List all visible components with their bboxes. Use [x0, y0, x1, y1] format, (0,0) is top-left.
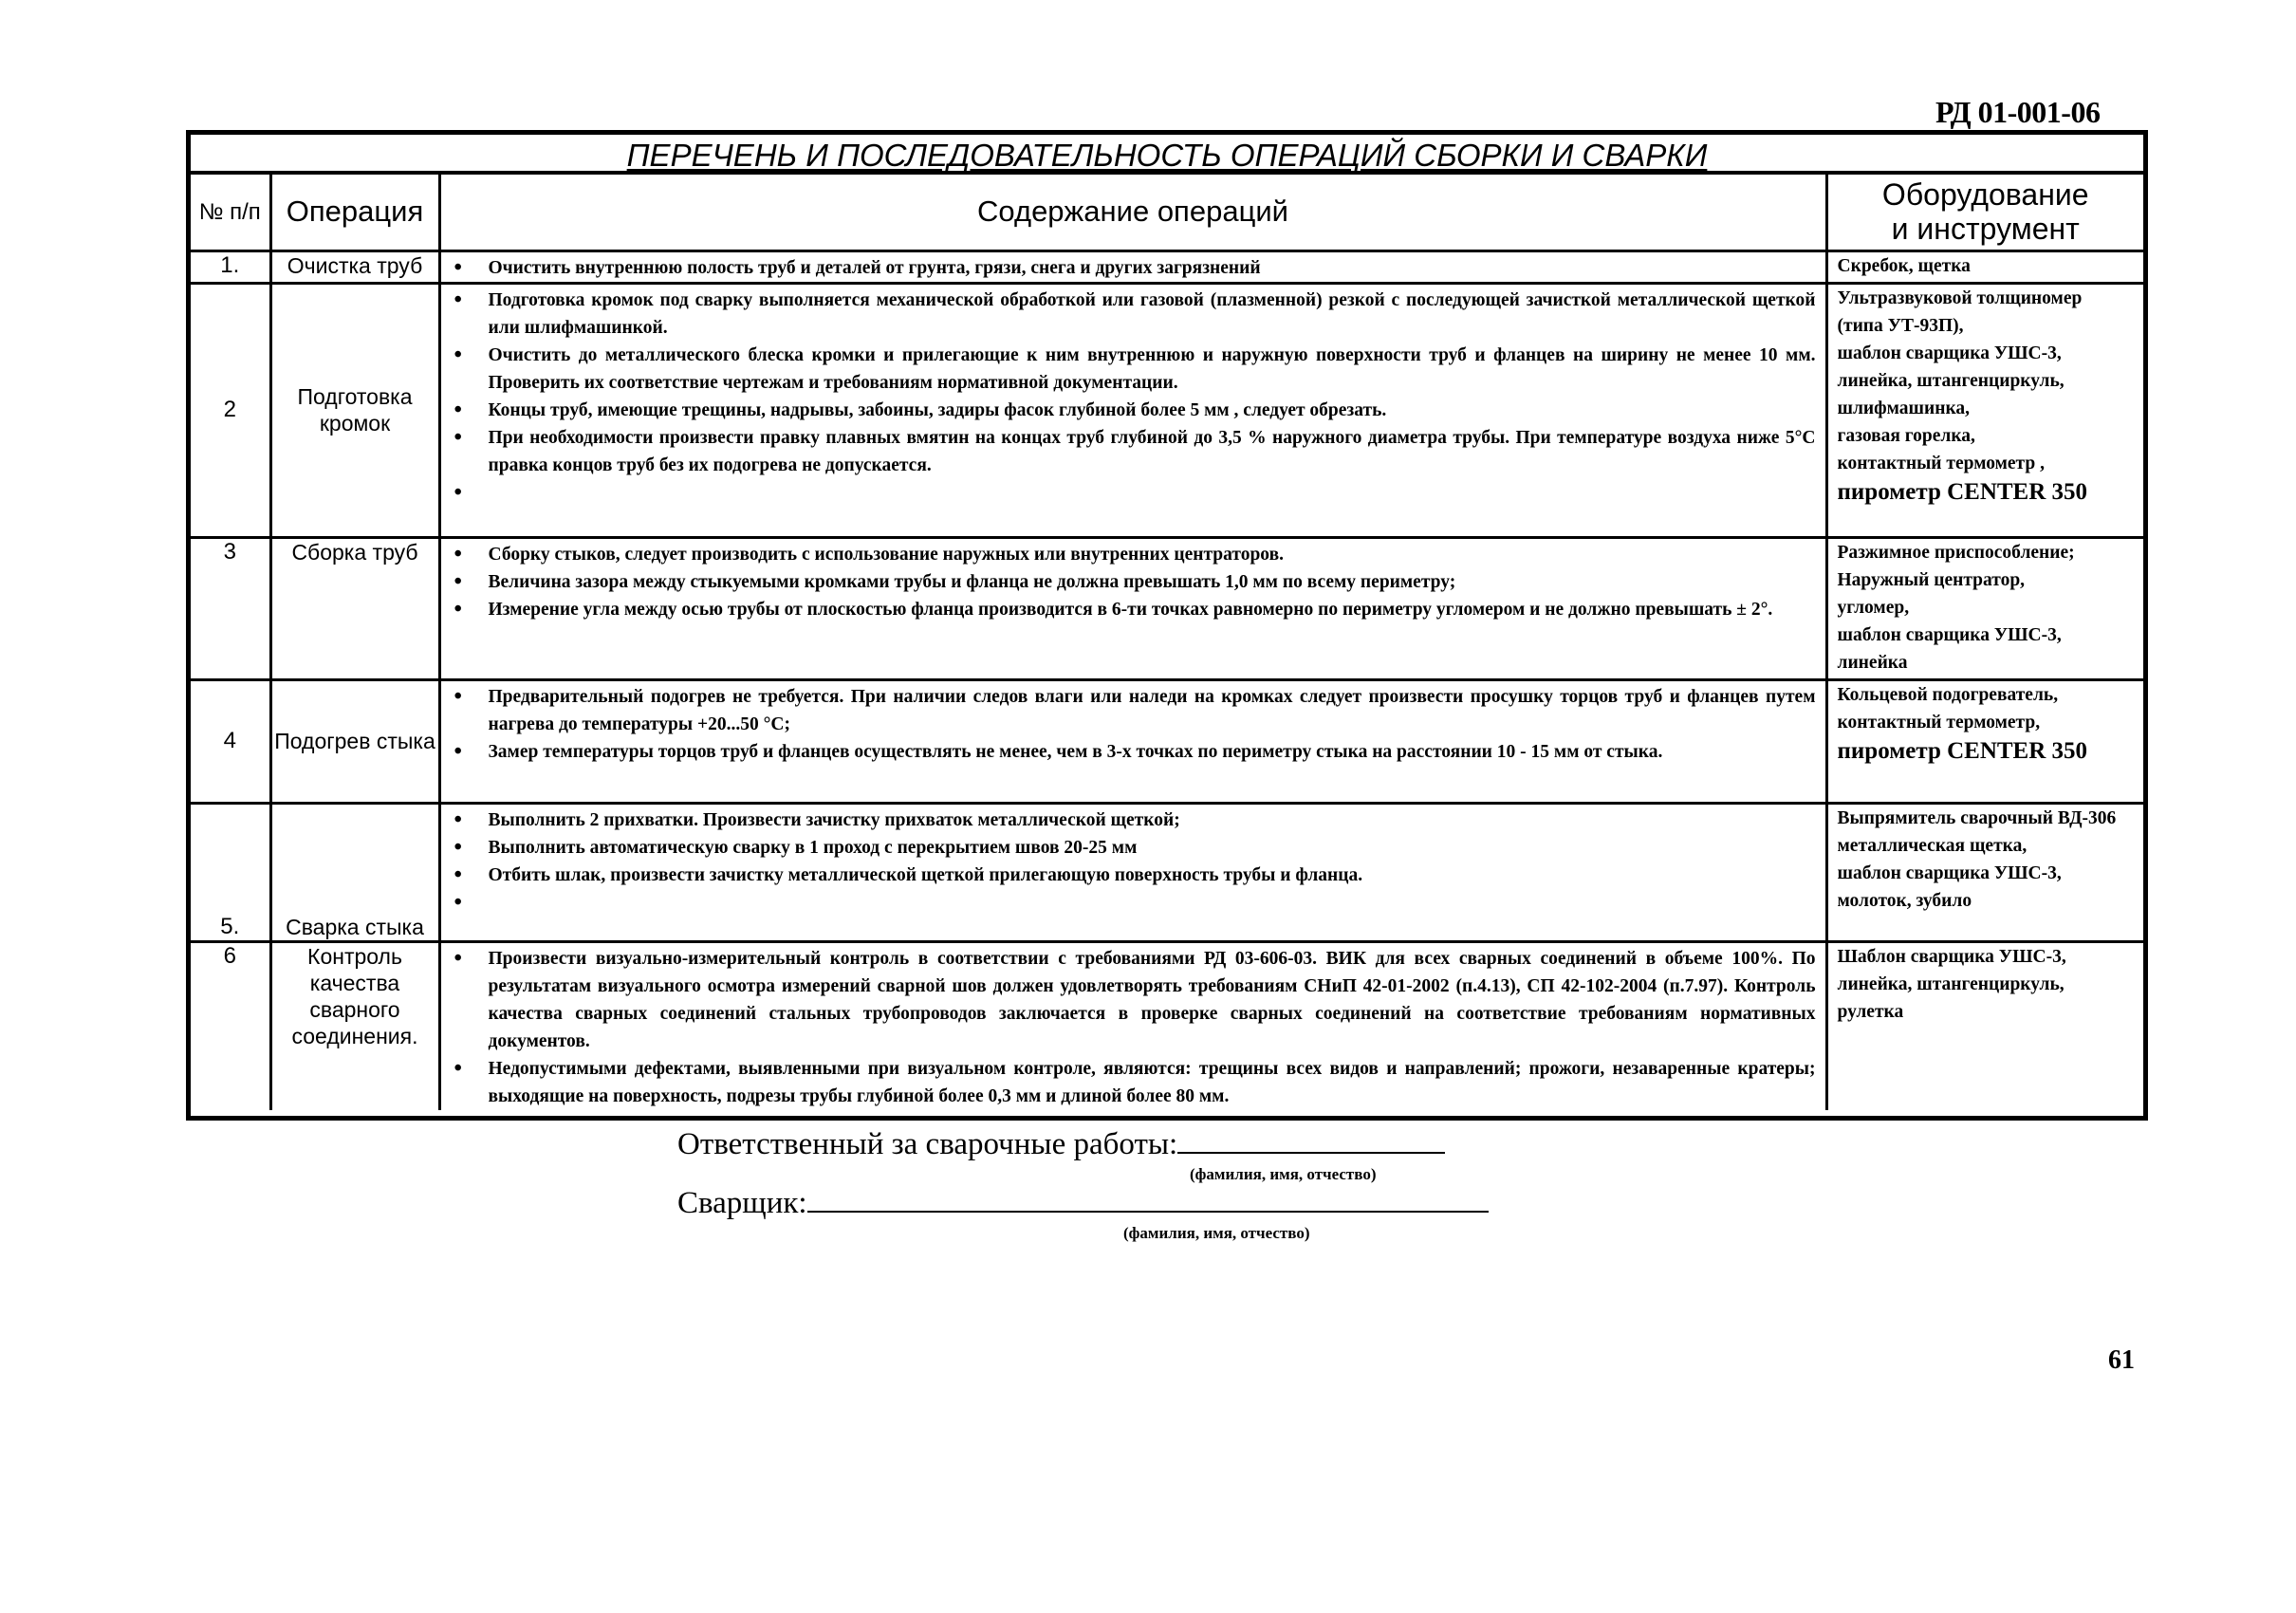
- content-item: • Произвести визуально-измерительный контроль в соответствии с требованиями РД 03-606-03. ВИК для всех сварных соединений в объеме 100%. По результатам визуального осмотра измерений сварной шов должен удовлетворять требованиям СНиП 42-01-2002 (п.4.13), СП 42-102-2004 (п.7.97). Контроль качества сварных соединений стальных трубопроводов заключается в проверке сварных соединений на соответствие требованиям нормативных документов.: [489, 945, 1816, 1055]
- table-header-row: [191, 175, 2143, 250]
- row-equipment: [1826, 250, 2143, 283]
- responsible-signature: [677, 1127, 1445, 1162]
- row-equipment: [1826, 941, 2143, 1110]
- welder-signature-line[interactable]: [807, 1211, 1489, 1213]
- document-title: ПЕРЕЧЕНЬ И ПОСЛЕДОВАТЕЛЬНОСТЬ ОПЕРАЦИЙ СБОРКИ И СВАРКИ: [191, 135, 2143, 175]
- content-item: • Замер температуры торцов труб и фланцев осуществлять не менее, чем в 3-х точках по периметру стыка на расстоянии 10 - 15 мм от стыка.: [489, 738, 1816, 766]
- column-header-number: № п/п: [191, 175, 270, 250]
- row-number: 4: [191, 679, 270, 803]
- row-operation: Сварка стыка: [270, 803, 439, 941]
- content-item: • Измерение угла между осью трубы от плоскостью фланца производится в 6-ти точках равномерно по периметру угломером и не должно превышать ± 2°.: [489, 596, 1816, 623]
- responsible-signature-line[interactable]: [1177, 1152, 1445, 1154]
- content-item: • Концы труб, имеющие трещины, надрывы, забоины, задиры фасок глубиной более 5 мм , следует обрезать.: [489, 397, 1816, 424]
- content-list: [441, 287, 1816, 507]
- equipment-item: пирометр CENTER 350: [1837, 478, 2088, 505]
- content-item: • Отбить шлак, произвести зачистку металлической щеткой прилегающую поверхность трубы и фланца.: [489, 862, 1816, 889]
- responsible-label: Ответственный за сварочные работы:: [677, 1127, 1178, 1161]
- row-equipment: [1826, 283, 2143, 537]
- operations-sheet: [186, 130, 2148, 1121]
- content-item: [489, 889, 1816, 917]
- equipment-item: линейка: [1837, 652, 1908, 673]
- equipment-item: контактный термометр ,: [1837, 453, 2045, 473]
- row-operation: Контроль качества сварного соединения.: [270, 941, 439, 1110]
- row-content: [439, 250, 1826, 283]
- equipment-item: угломер,: [1837, 597, 1910, 618]
- content-item: • Очистить до металлического блеска кромки и прилегающие к ним внутреннюю и наружную поверхности труб и фланцев на ширину не менее 10 мм. Проверить их соответствие чертежам и требованиям нормативной документации.: [489, 342, 1816, 397]
- content-list: [441, 254, 1816, 282]
- content-list: [441, 541, 1816, 623]
- equipment-item: Шаблон сварщика УШС-3,: [1837, 946, 2066, 967]
- row-operation: Сборка труб: [270, 537, 439, 679]
- content-item: • Выполнить автоматическую сварку в 1 проход с перекрытием швов 20-25 мм: [489, 834, 1816, 862]
- equipment-item: шаблон сварщика УШС-3,: [1837, 343, 2062, 363]
- row-number: 2: [191, 283, 270, 537]
- equipment-item: Ультразвуковой толщиномер: [1837, 287, 2083, 308]
- row-number: 3: [191, 537, 270, 679]
- content-list: [441, 683, 1816, 766]
- row-content: [439, 803, 1826, 941]
- content-item: • Сборку стыков, следует производить с использование наружных или внутренних центраторов.: [489, 541, 1816, 568]
- content-item: • При необходимости произвести правку плавных вмятин на концах труб глубиной до 3,5 % наружного диаметра трубы. При температуре воздуха ниже 5°С правка концов труб без их подогрева не допускается.: [489, 424, 1816, 479]
- table-row: [191, 283, 2143, 537]
- row-equipment: [1826, 803, 2143, 941]
- welder-hint: (фамилия, имя, отчество): [1123, 1224, 1310, 1242]
- row-equipment: [1826, 537, 2143, 679]
- welder-signature: [677, 1186, 1489, 1221]
- row-content: [439, 941, 1826, 1110]
- column-header-content: Содержание операций: [439, 175, 1826, 250]
- equipment-item: шаблон сварщика УШС-3,: [1837, 862, 2062, 883]
- equipment-item: пирометр CENTER 350: [1837, 737, 2088, 764]
- column-header-equipment: [1826, 175, 2143, 250]
- table-row: [191, 537, 2143, 679]
- equipment-item: линейка, штангенциркуль,: [1837, 973, 2065, 994]
- row-number: 1.: [191, 250, 270, 283]
- content-item: [489, 479, 1816, 507]
- equipment-item: Кольцевой подогреватель,: [1837, 684, 2059, 705]
- row-content: [439, 537, 1826, 679]
- row-operation: Очистка труб: [270, 250, 439, 283]
- table-row: [191, 941, 2143, 1110]
- equipment-item: молоток, зубило: [1837, 890, 1972, 911]
- row-operation: Подготовка кромок: [270, 283, 439, 537]
- equipment-item: газовая горелка,: [1837, 425, 1975, 446]
- row-content: [439, 283, 1826, 537]
- page-number: 61: [2108, 1345, 2135, 1375]
- content-list: [441, 806, 1816, 917]
- content-list: [441, 945, 1816, 1110]
- table-row: [191, 250, 2143, 283]
- content-item: • Предварительный подогрев не требуется. При наличии следов влаги или наледи на кромках следует произвести просушку торцов труб и фланцев путем нагрева до температуры +20...50 °С;: [489, 683, 1816, 738]
- content-item: • Недопустимыми дефектами, выявленными при визуальном контроле, являются: трещины всех видов и направлений; прожоги, незаваренные кратеры; выходящие на поверхность, подрезы трубы глубиной более 0,3 мм и длиной более 80 мм.: [489, 1055, 1816, 1110]
- content-item: • Величина зазора между стыкуемыми кромками трубы и фланца не должна превышать 1,0 мм по всему периметру;: [489, 568, 1816, 596]
- equipment-item: Наружный центратор,: [1837, 569, 2026, 590]
- column-header-equipment-line2: и инструмент: [1891, 212, 2080, 247]
- equipment-item: Выпрямитель сварочный ВД-306: [1837, 807, 2117, 828]
- equipment-item: Разжимное приспособление;: [1837, 542, 2075, 563]
- row-number: 6: [191, 941, 270, 1110]
- responsible-hint: (фамилия, имя, отчество): [1190, 1165, 1377, 1183]
- equipment-item: шаблон сварщика УШС-3,: [1837, 624, 2062, 645]
- content-item: • Выполнить 2 прихватки. Произвести зачистку прихваток металлической щеткой;: [489, 806, 1816, 834]
- document-code: РД 01-001-06: [1935, 95, 2101, 129]
- table-row: [191, 803, 2143, 941]
- row-operation: Подогрев стыка: [270, 679, 439, 803]
- equipment-item: шлифмашинка,: [1837, 398, 1971, 418]
- equipment-item: (типа УТ-93П),: [1837, 315, 1964, 336]
- equipment-item: Скребок, щетка: [1837, 255, 1971, 276]
- equipment-item: рулетка: [1837, 1001, 1904, 1022]
- equipment-item: линейка, штангенциркуль,: [1837, 370, 2065, 391]
- operations-table: [191, 175, 2143, 1110]
- equipment-item: контактный термометр,: [1837, 712, 2041, 732]
- welder-label: Сварщик:: [677, 1186, 807, 1220]
- table-row: [191, 679, 2143, 803]
- column-header-operation: Операция: [270, 175, 439, 250]
- column-header-equipment-line1: Оборудование: [1881, 177, 2089, 213]
- row-equipment: [1826, 679, 2143, 803]
- equipment-item: металлическая щетка,: [1837, 835, 2028, 856]
- row-number: 5.: [191, 803, 270, 941]
- row-content: [439, 679, 1826, 803]
- content-item: • Очистить внутреннюю полость труб и деталей от грунта, грязи, снега и других загрязнений: [489, 254, 1816, 282]
- content-item: • Подготовка кромок под сварку выполняется механической обработкой или газовой (плазменной) резкой с последующей зачисткой металлической щеткой или шлифмашинкой.: [489, 287, 1816, 342]
